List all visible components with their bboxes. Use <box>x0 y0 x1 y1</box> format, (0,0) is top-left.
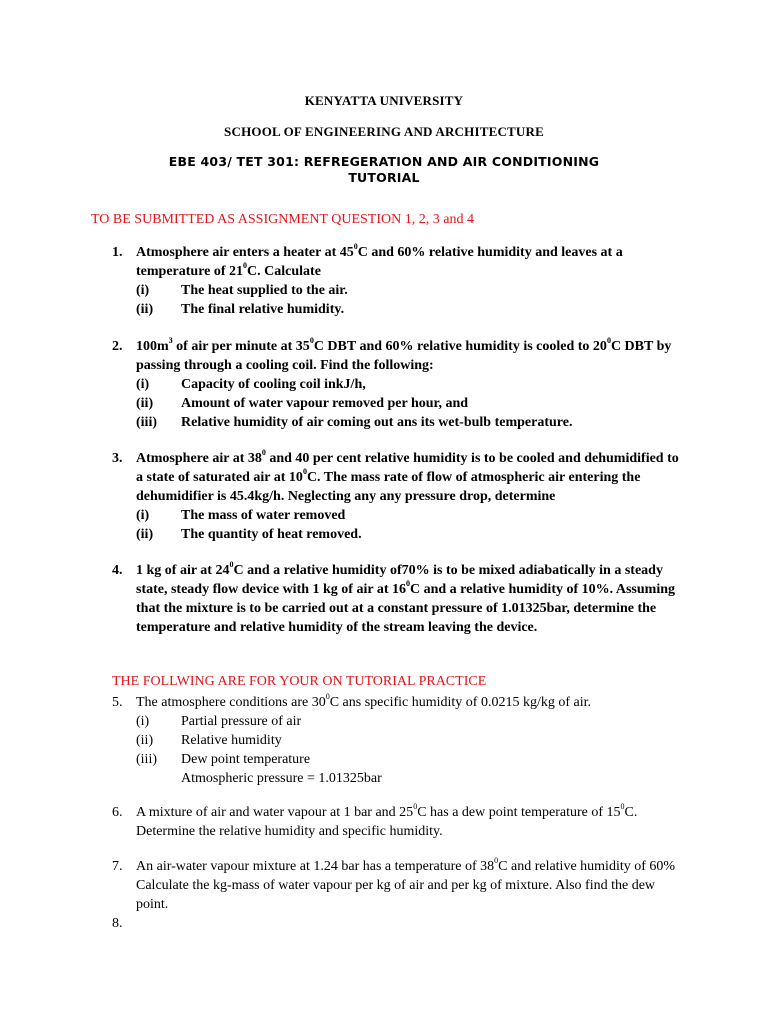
question-number: 8. <box>112 916 123 931</box>
question-text-line: Atmosphere air enters a heater at $45^0C$ and 60% relative humidity and leaves at a <box>136 242 623 260</box>
question-number: 5. <box>112 695 123 710</box>
sub-item: (i) The mass of water removed <box>136 508 346 523</box>
sub-item: (ii) Relative humidity <box>136 733 282 748</box>
practice-heading: THE FOLLWING ARE FOR YOUR ON TUTORIAL PRACTICE <box>112 674 487 689</box>
university-title: KENYATTA UNIVERSITY <box>304 93 464 108</box>
sub-item: (iii) Relative humidity of air coming out ans its wet-bulb temperature. <box>136 415 573 430</box>
question-7 <box>112 857 692 914</box>
question-text-line: An air-water vapour mixture at 1.24 bar has a temperature of $38^0C$ and relative humidity of 60% <box>136 856 676 874</box>
question-text-line: Atmosphere air at $38^0$ and 40 per cent relative humidity is to be cooled and dehumidified to <box>136 448 679 466</box>
course-title-line2: TUTORIAL <box>348 170 420 185</box>
question-text-line: point. <box>136 897 169 912</box>
question-text-line: Determine the relative humidity and specific humidity. <box>136 824 443 839</box>
assignment-heading: TO BE SUBMITTED AS ASSIGNMENT QUESTION 1, 2, 3 and 4 <box>91 212 474 227</box>
question-number: 7. <box>112 859 123 874</box>
question-5 <box>112 693 692 788</box>
question-text-line: 1 kg of air at $24^0C$ and a relative humidity of70% is to be mixed adiabatically in a steady <box>136 560 663 578</box>
sub-item: (ii) Amount of water vapour removed per hour, and <box>136 396 469 411</box>
question-text-line: passing through a cooling coil. Find the following: <box>136 358 434 373</box>
question-text-line: The atmosphere conditions are $30^0C$ ans specific humidity of 0.0215 kg/kg of air. <box>136 692 592 710</box>
question-6 <box>112 803 692 841</box>
sub-item: (i) Partial pressure of air <box>136 714 302 729</box>
question-text-line: state, steady flow device with 1 kg of air at $16^0C$ and a relative humidity of 10%. Assuming <box>136 579 675 597</box>
question-text-line: temperature and relative humidity of the stream leaving the device. <box>136 620 538 635</box>
sub-item: (ii) The final relative humidity. <box>136 302 345 317</box>
question-number: 4. <box>112 563 123 578</box>
question-text-line: A mixture of air and water vapour at 1 bar and $25^0C$ has a dew point temperature of $15^0C$. <box>136 802 638 820</box>
question-3 <box>112 449 692 544</box>
school-title: SCHOOL OF ENGINEERING AND ARCHITECTURE <box>224 124 544 139</box>
atmospheric-pressure-note: Atmospheric pressure = 1.01325bar <box>181 771 382 786</box>
question-text-line: that the mixture is to be carried out at a constant pressure of 1.01325bar, determine the <box>136 601 657 616</box>
question-1 <box>112 243 692 319</box>
question-4 <box>112 561 692 637</box>
question-text-line: dehumidifier is 45.4kg/h. Neglecting any any pressure drop, determine <box>136 489 556 504</box>
sub-item: (ii) The quantity of heat removed. <box>136 527 362 542</box>
question-number: 2. <box>112 339 123 354</box>
sub-item: (iii) Dew point temperature <box>136 752 311 767</box>
course-title-line1: EBE 403/ TET 301: REFREGERATION AND AIR CONDITIONING <box>168 154 600 169</box>
sub-item: (i) The heat supplied to the air. <box>136 283 348 298</box>
question-text-line: temperature of $21^0C$. Calculate <box>136 261 321 279</box>
question-text-line: $100m^3$ of air per minute at $35^0C$ DBT and 60% relative humidity is cooled to $20^0C$ DBT by <box>136 336 672 354</box>
question-text-line: a state of saturated air at $10^0C$. The mass rate of flow of atmospheric air entering the <box>136 467 641 485</box>
question-text-line: Calculate the kg-mass of water vapour per kg of air and per kg of mixture. Also find the dew <box>136 878 656 893</box>
question-number: 1. <box>112 245 123 260</box>
sub-item: (i) Capacity of cooling coil inkJ/h, <box>136 377 366 392</box>
question-number: 6. <box>112 805 123 820</box>
question-number: 3. <box>112 451 123 466</box>
question-2 <box>112 337 692 432</box>
